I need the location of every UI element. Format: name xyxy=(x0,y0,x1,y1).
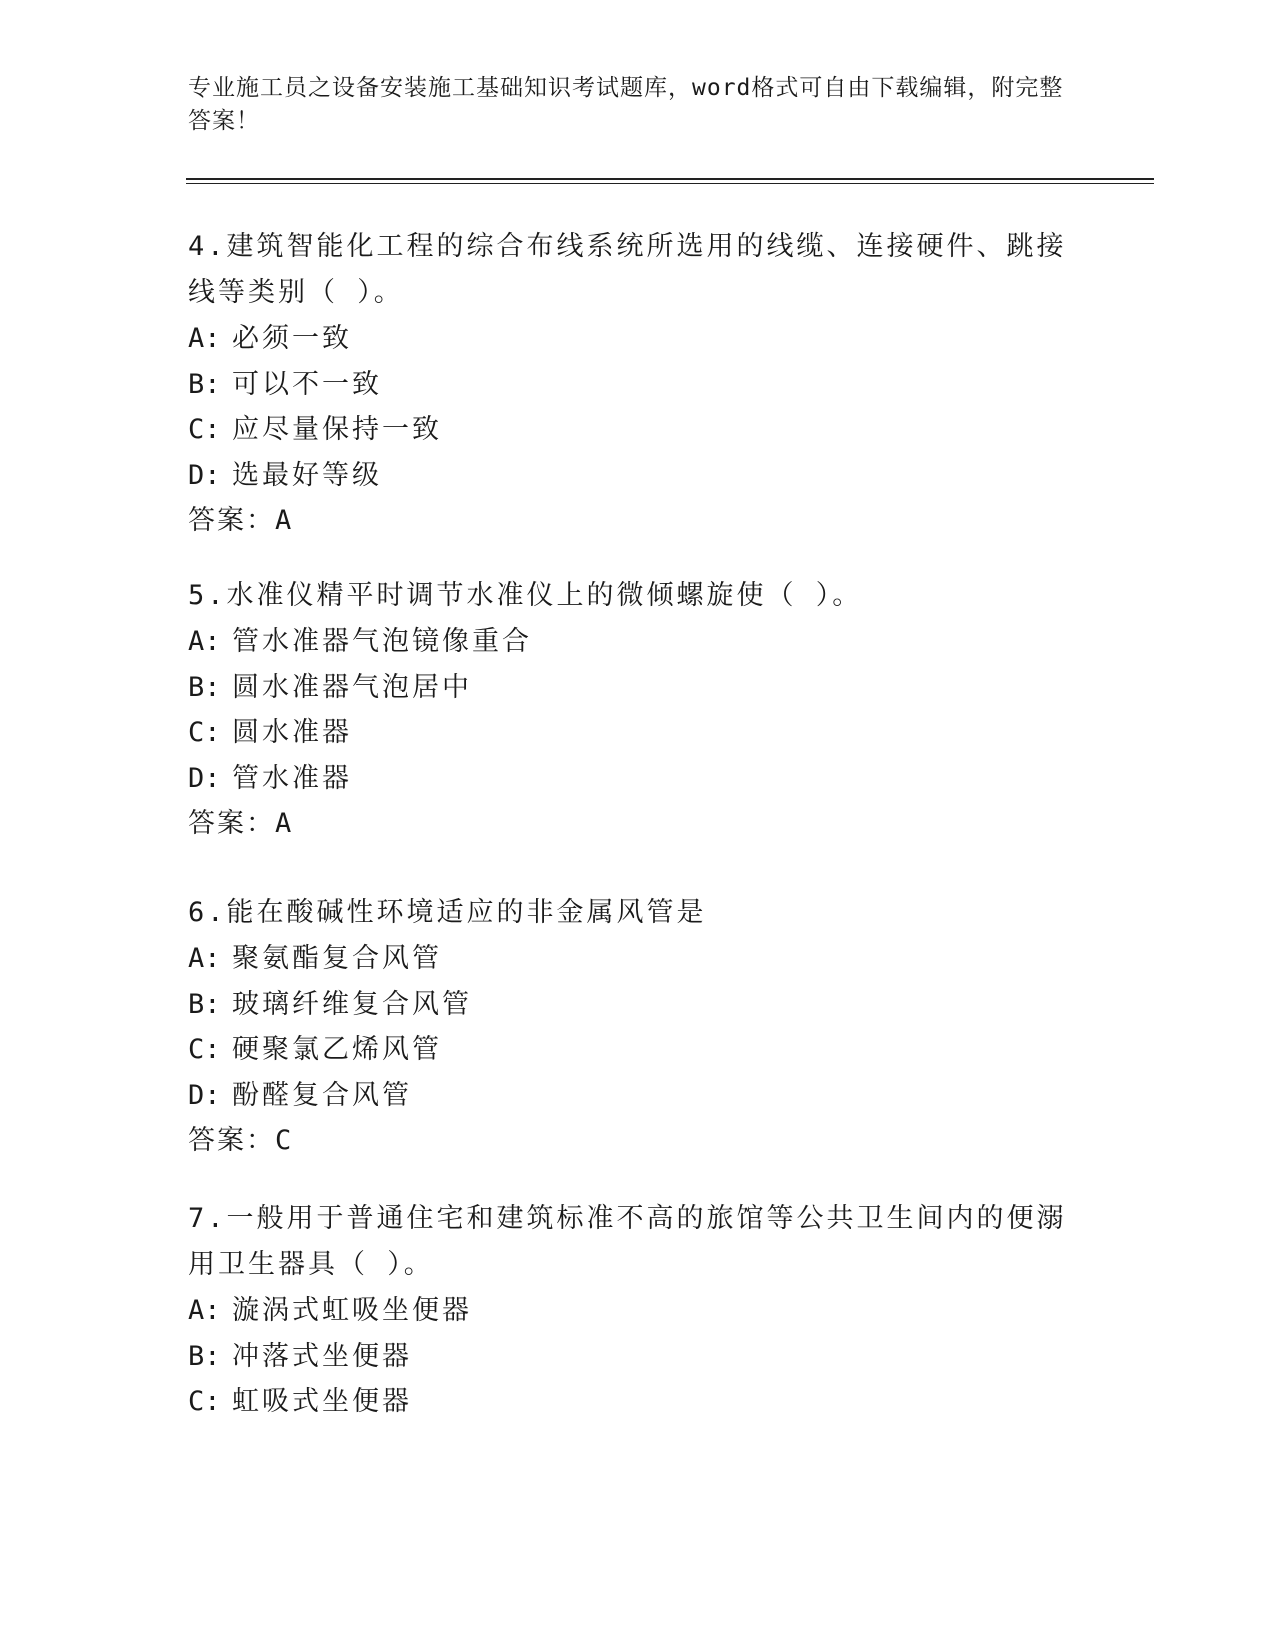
answer-label: 答案： xyxy=(188,505,275,536)
question-stem: 4.建筑智能化工程的综合布线系统所选用的线缆、连接硬件、跳接线等类别（ ）。 xyxy=(188,231,1067,308)
option-d xyxy=(188,756,1068,802)
option-d xyxy=(188,1073,1068,1119)
option-a xyxy=(188,936,1068,982)
option-text: 玻璃纤维复合风管 xyxy=(232,988,472,1020)
option-a xyxy=(188,316,1068,362)
option-b xyxy=(188,362,1068,408)
option-key: C: xyxy=(188,1034,221,1065)
option-c xyxy=(188,1027,1068,1073)
option-key: A: xyxy=(188,1295,221,1326)
question-stem: 7.一般用于普通住宅和建筑标准不高的旅馆等公共卫生间内的便溺用卫生器具（ ）。 xyxy=(188,1203,1067,1280)
document-header: 专业施工员之设备安装施工基础知识考试题库，word格式可自由下载编辑，附完整答案！ xyxy=(188,75,1064,134)
option-text: 应尽量保持一致 xyxy=(232,414,442,445)
option-key: B: xyxy=(188,1340,221,1372)
option-text: 必须一致 xyxy=(232,323,352,354)
answer-line xyxy=(188,1118,1068,1164)
header-divider-thick xyxy=(186,178,1154,180)
answer-line xyxy=(188,498,1068,544)
option-key: C: xyxy=(188,1386,221,1417)
option-text: 可以不一致 xyxy=(232,368,382,400)
answer-value: A xyxy=(275,808,294,839)
option-text: 选最好等级 xyxy=(232,459,382,491)
option-text: 硬聚氯乙烯风管 xyxy=(232,1034,442,1065)
option-text: 管水准器气泡镜像重合 xyxy=(232,626,532,657)
option-text: 管水准器 xyxy=(232,762,352,794)
option-key: C: xyxy=(188,414,221,445)
option-text: 圆水准器气泡居中 xyxy=(232,671,472,703)
header-divider-thin xyxy=(186,183,1154,184)
question-5 xyxy=(188,573,1068,847)
option-b xyxy=(188,1334,1068,1380)
option-key: B: xyxy=(188,671,221,703)
option-c xyxy=(188,1379,1068,1425)
option-key: A: xyxy=(188,323,221,354)
option-text: 酚醛复合风管 xyxy=(232,1079,412,1111)
answer-line xyxy=(188,801,1068,847)
option-key: D: xyxy=(188,459,221,491)
option-text: 冲落式坐便器 xyxy=(232,1340,412,1372)
answer-label: 答案： xyxy=(188,1125,275,1156)
option-text: 漩涡式虹吸坐便器 xyxy=(232,1295,472,1326)
option-b xyxy=(188,665,1068,711)
option-b xyxy=(188,982,1068,1028)
question-7 xyxy=(188,1196,1068,1425)
option-text: 聚氨酯复合风管 xyxy=(232,943,442,974)
option-d xyxy=(188,453,1068,499)
question-6 xyxy=(188,890,1068,1164)
option-key: B: xyxy=(188,368,221,400)
answer-value: C xyxy=(275,1125,294,1156)
option-key: C: xyxy=(188,717,221,748)
option-text: 虹吸式坐便器 xyxy=(232,1386,412,1417)
question-4 xyxy=(188,224,1068,544)
question-stem: 6.能在酸碱性环境适应的非金属风管是 xyxy=(188,897,707,928)
option-key: D: xyxy=(188,762,221,794)
option-c xyxy=(188,407,1068,453)
option-text: 圆水准器 xyxy=(232,717,352,748)
option-a xyxy=(188,619,1068,665)
option-key: A: xyxy=(188,626,221,657)
option-key: A: xyxy=(188,943,221,974)
answer-label: 答案： xyxy=(188,808,275,839)
option-a xyxy=(188,1288,1068,1334)
answer-value: A xyxy=(275,505,294,536)
option-key: B: xyxy=(188,988,221,1020)
question-stem: 5.水准仪精平时调节水准仪上的微倾螺旋使（ ）。 xyxy=(188,580,863,611)
option-c xyxy=(188,710,1068,756)
option-key: D: xyxy=(188,1079,221,1111)
